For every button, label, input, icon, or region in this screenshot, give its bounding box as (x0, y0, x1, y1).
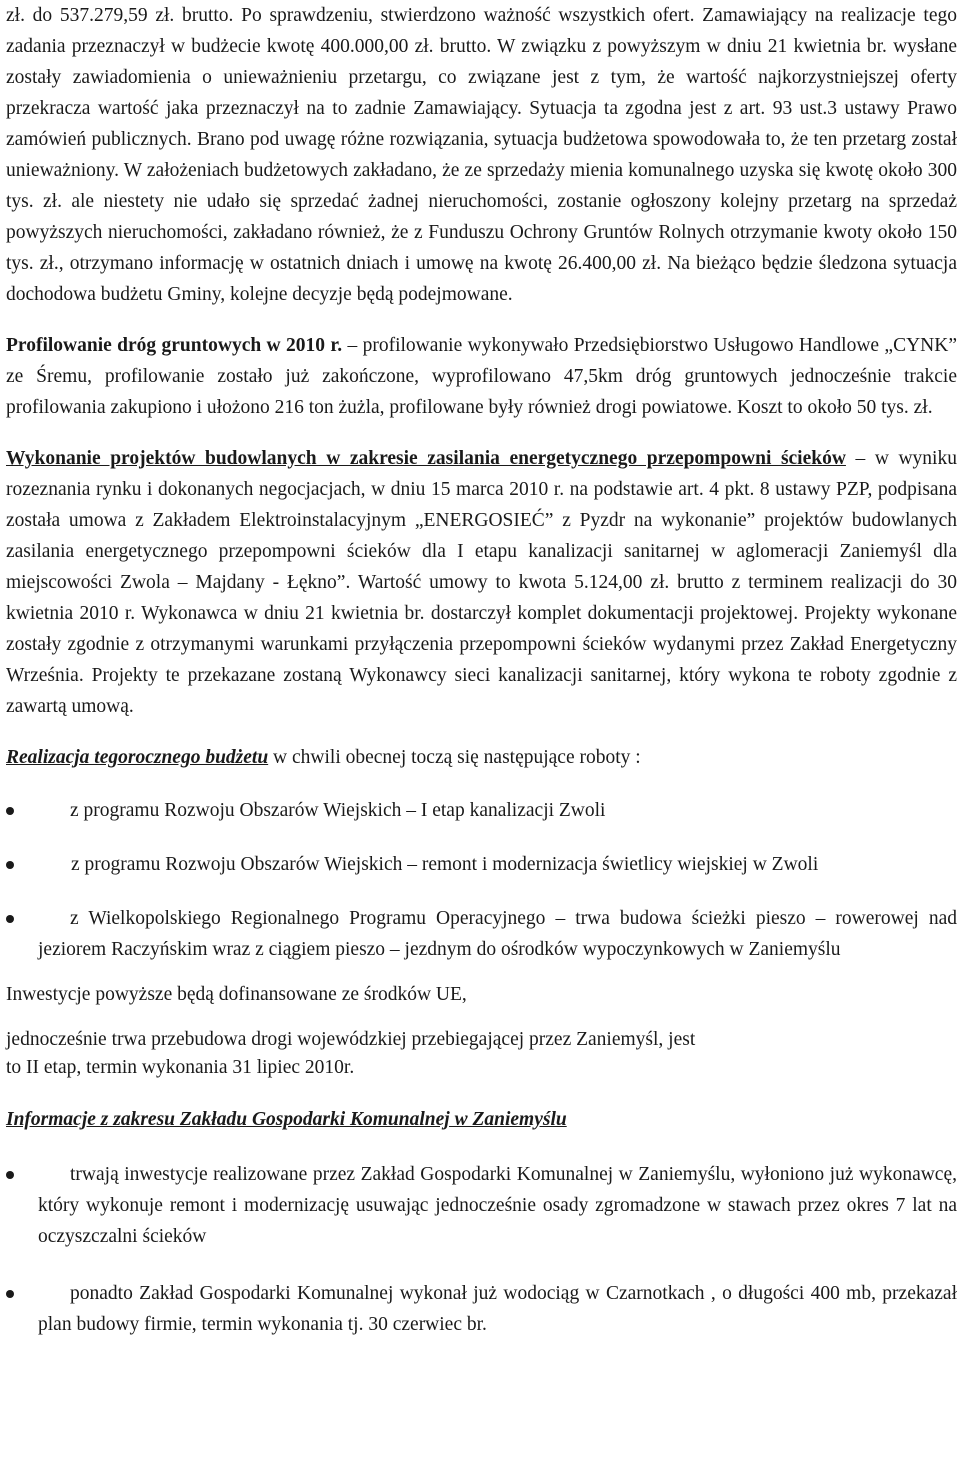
spacer (6, 722, 957, 742)
zgk-list (6, 1159, 957, 1340)
bullet-icon (6, 807, 14, 815)
bullet-icon (6, 915, 14, 923)
list-item-text: trwają inwestycje realizowane przez Zakład Gospodarki Komunalnej w Zaniemyślu, wyłoniono już wykonawcę, który wykonuje remont i modernizację usuwając jednocześnie osady zgromadzone w stawach przez okres 7 lat na oczyszczalni ścieków (38, 1164, 957, 1247)
budget-works-list (6, 795, 957, 965)
spacer (6, 1135, 957, 1159)
paragraph-eu-funding: Inwestycje powyższe będą dofinansowane ze środków UE, (6, 984, 467, 1005)
road-rebuild-line-2: to II etap, termin wykonania 31 lipiec 2010r. (6, 1057, 355, 1078)
spacer (6, 1010, 957, 1026)
spacer (6, 310, 957, 330)
list-item-text: z programu Rozwoju Obszarów Wiejskich – I etap kanalizacji Zwoli (70, 800, 606, 821)
bullet-icon (6, 1171, 14, 1179)
bullet-icon (6, 1290, 14, 1298)
paragraph-road-rebuild (6, 1026, 957, 1082)
text-budget-intro: w chwili obecnej toczą się następujące roboty : (268, 747, 641, 768)
list-item-text: z programu Rozwoju Obszarów Wiejskich – remont i modernizacja świetlicy wiejskiej w Zwoli (71, 854, 819, 875)
heading-zgk: Informacje z zakresu Zakładu Gospodarki Komunalnej w Zaniemyślu (6, 1109, 567, 1130)
paragraph-zgk-heading (6, 1104, 957, 1135)
list-item-text: z Wielkopolskiego Regionalnego Programu Operacyjnego – trwa budowa ścieżki pieszo – rowerowej nad jeziorem Raczyńskim wraz z ciągiem pieszo – jezdnym do ośrodków wypoczynkowych w Zaniemyślu (38, 908, 957, 960)
paragraph-tender-cancellation: zł. do 537.279,59 zł. brutto. Po sprawdzeniu, stwierdzono ważność wszystkich ofert. Zamawiający na realizacje tego zadania przeznaczył w budżecie kwotę 400.000,00 zł. brutto. W związku z powyższym w dniu 21 kwietnia br. wysłane zostały zawiadomienia o unieważnieniu przetargu, co związane jest z tym, że wartość najkorzystniejszej oferty przekracza wartość jaka przeznaczył na to zadnie Zamawiający. Sytuacja ta zgodna jest z art. 93 ust.3 ustawy Prawo zamówień publicznych. Brano pod uwagę różne rozwiązania, sytuacja budżetowa spowodowała to, że ten przetarg został unieważniony. W założeniach budżetowych zakładano, że ze sprzedaży mienia komunalnego uzyska się kwotę około 300 tys. zł. ale niestety nie udało się sprzedać żadnej nieruchomości, zostanie ogłoszony kolejny przetarg na sprzedaż powyższych nieruchomości, zakładano również, że z Funduszu Ochrony Gruntów Rolnych otrzymanie kwoty około 150 tys. zł., otrzymano informację w ostatnich dniach i umowę na kwotę 26.400,00 zł. Na bieżąco będzie śledzona sytuacja dochodowa budżetu Gminy, kolejne decyzje będą podejmowane. (6, 5, 957, 305)
spacer (6, 965, 957, 979)
list-item (6, 849, 957, 880)
bullet-icon (6, 861, 14, 869)
heading-pump-station-projects: Wykonanie projektów budowlanych w zakresie zasilania energetycznego przepompowni ścieków (6, 448, 846, 469)
document-page (6, 0, 957, 1340)
road-rebuild-line-1: jednocześnie trwa przebudowa drogi wojewódzkiej przebiegającej przez Zaniemyśl, jest (6, 1029, 696, 1050)
spacer (6, 423, 957, 443)
spacer (6, 773, 957, 795)
list-item (6, 795, 957, 826)
heading-road-profiling: Profilowanie dróg gruntowych w 2010 r. (6, 335, 343, 356)
heading-budget: Realizacja tegorocznego budżetu (6, 747, 269, 768)
text-pump-station-projects: – w wyniku rozeznania rynku i dokonanych negocjacjach, w dniu 15 marca 2010 r. na podstawie art. 4 pkt. 8 ustawy PZP, podpisana została umowa z Zakładem Elektroinstalacyjnym „ENERGOSIEĆ” z Pyzdr na wykonanie” projektów budowlanych zasilania energetycznego przepompowni ścieków dla I etapu kanalizacji sanitarnej w aglomeracji Zaniemyśl dla miejscowości Zwola – Majdany - Łękno”. Wartość umowy to kwota 5.124,00 zł. brutto z terminem realizacji do 30 kwietnia 2010 r. Wykonawca w dniu 21 kwietnia br. dostarczył komplet dokumentacji projektowej. Projekty wykonane zostały zgodnie z otrzymanymi warunkami przyłączenia przepompowni ścieków wydanymi przez Zakład Energetyczny Września. Projekty te przekazane zostaną Wykonawcy sieci kanalizacji sanitarnej, który wykona te roboty zgodnie z zawartą umową. (6, 448, 957, 717)
list-item (6, 1159, 957, 1252)
list-item (6, 1278, 957, 1340)
list-item (6, 903, 957, 965)
paragraph-pump-station-projects (6, 443, 957, 722)
list-item-text: ponadto Zakład Gospodarki Komunalnej wykonał już wodociąg w Czarnotkach , o długości 400 mb, przekazał plan budowy firmie, termin wykonania tj. 30 czerwiec br. (38, 1283, 957, 1335)
spacer (6, 1082, 957, 1104)
paragraph-budget-intro (6, 742, 957, 773)
paragraph-road-profiling (6, 330, 957, 423)
text-road-profiling: – profilowanie wykonywało Przedsiębiorstwo Usługowo Handlowe „CYNK” ze Śremu, profilowanie zostało już zakończone, wyprofilowano 47,5km dróg gruntowych jednocześnie trakcie profilowania zakupiono i ułożono 216 ton żużla, profilowane były również drogi powiatowe. Koszt to około 50 tys. zł. (6, 335, 957, 418)
